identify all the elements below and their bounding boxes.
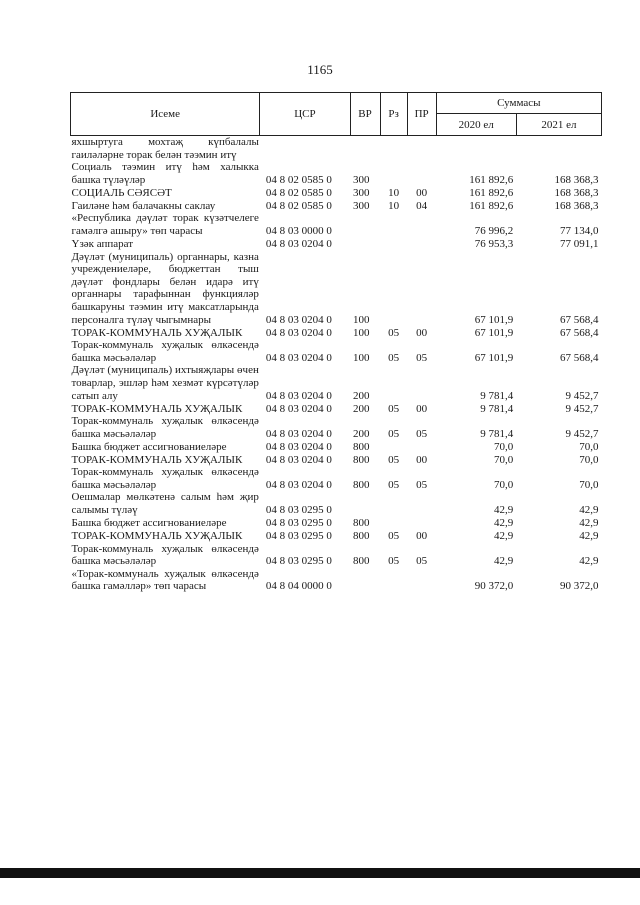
cell-y2021: 67 568,4 (560, 326, 599, 339)
column-header-csr: ЦСР (260, 93, 350, 136)
bottom-scan-border (0, 868, 640, 878)
cell-name: ТОРАК-КОММУНАЛЬ ХУҖАЛЫК (71, 402, 243, 415)
cell-y2020: 9 781,4 (480, 402, 514, 415)
cell-pr (407, 251, 436, 327)
column-header-year-2021: 2021 ел (516, 114, 601, 136)
cell-pr (407, 568, 436, 593)
cell-y2020: 67 101,9 (474, 326, 514, 339)
cell-y2020: 9 781,4 (480, 427, 514, 440)
column-header-rz: Рз (380, 93, 407, 136)
column-header-year-2020: 2020 ел (436, 114, 516, 136)
table-row (71, 136, 602, 162)
cell-y2021: 9 452,7 (565, 427, 599, 440)
cell-vr: 200 (353, 427, 370, 440)
cell-y2020: 42,9 (494, 530, 514, 543)
cell-y2021: 42,9 (579, 530, 599, 543)
cell-y2021: 42,9 (579, 504, 599, 517)
cell-pr: 00 (416, 453, 428, 466)
cell-pr (407, 517, 436, 530)
cell-vr: 100 (353, 351, 370, 364)
cell-name: Дәүләт (муниципаль) ихтыяҗлары өчен товарлар, эшләр һәм хезмәт күрсәтүләр сатып алу (71, 364, 259, 402)
cell-y2021: 168 368,3 (554, 173, 599, 186)
cell-y2020: 70,0 (494, 478, 514, 491)
cell-rz (380, 161, 407, 186)
cell-rz (380, 251, 407, 327)
cell-vr: 300 (353, 173, 370, 186)
table-row (71, 199, 602, 212)
cell-rz: 05 (388, 326, 400, 339)
cell-name: Башка бюджет ассигнованиеләре (71, 440, 227, 453)
cell-vr (350, 212, 380, 237)
cell-rz: 10 (388, 186, 400, 199)
cell-vr (350, 491, 380, 516)
cell-rz (380, 238, 407, 251)
cell-vr: 800 (353, 478, 370, 491)
cell-name: Гаиләне һәм балачакны саклау (71, 199, 216, 212)
cell-y2020: 161 892,6 (469, 186, 514, 199)
cell-csr: 04 8 03 0204 0 (265, 351, 332, 364)
cell-csr: 04 8 03 0204 0 (265, 478, 332, 491)
cell-rz (380, 568, 407, 593)
cell-pr (407, 440, 436, 453)
cell-vr: 300 (353, 199, 370, 212)
table-row (71, 251, 602, 327)
cell-name: «Торак-коммуналь хуҗалык өлкәсендә башка гамәлләр» төп чарасы (71, 567, 259, 593)
table-row (71, 402, 602, 415)
cell-y2021: 67 568,4 (560, 351, 599, 364)
cell-y2020: 67 101,9 (474, 313, 514, 326)
cell-y2021: 77 134,0 (560, 224, 599, 237)
cell-pr: 05 (416, 555, 428, 568)
cell-pr (407, 212, 436, 237)
column-header-pr: ПР (407, 93, 436, 136)
cell-csr: 04 8 03 0295 0 (265, 530, 332, 543)
cell-y2021: 70,0 (579, 453, 599, 466)
budget-table (70, 92, 602, 593)
cell-rz: 05 (388, 530, 400, 543)
cell-csr: 04 8 03 0295 0 (265, 555, 332, 568)
cell-csr (260, 136, 350, 162)
cell-y2020: 67 101,9 (474, 351, 514, 364)
cell-csr: 04 8 03 0204 0 (265, 389, 332, 402)
cell-name: Торак-коммуналь хуҗалык өлкәсендә башка мәсьәләләр (71, 466, 259, 491)
cell-y2021: 42,9 (579, 517, 599, 530)
column-header-amounts: Суммасы (436, 93, 601, 114)
cell-csr: 04 8 03 0000 0 (265, 224, 332, 237)
cell-csr: 04 8 03 0204 0 (265, 427, 332, 440)
cell-name: ТОРАК-КОММУНАЛЬ ХУҖАЛЫК (71, 530, 243, 543)
cell-name: ТОРАК-КОММУНАЛЬ ХУҖАЛЫК (71, 453, 243, 466)
cell-rz: 10 (388, 199, 400, 212)
table-row (71, 238, 602, 251)
cell-pr: 00 (416, 402, 428, 415)
cell-y2021: 168 368,3 (554, 186, 599, 199)
cell-name: ТОРАК-КОММУНАЛЬ ХУҖАЛЫК (71, 326, 243, 339)
cell-y2021: 77 091,1 (560, 237, 599, 250)
cell-rz (380, 440, 407, 453)
cell-y2020: 70,0 (494, 453, 514, 466)
cell-y2020: 161 892,6 (469, 199, 514, 212)
cell-csr: 04 8 03 0204 0 (265, 453, 332, 466)
cell-vr: 800 (353, 453, 370, 466)
table-row (71, 568, 602, 593)
cell-csr: 04 8 03 0204 0 (265, 313, 332, 326)
table-row (71, 530, 602, 543)
cell-pr (407, 491, 436, 516)
cell-vr: 100 (353, 313, 370, 326)
cell-y2020: 42,9 (494, 504, 514, 517)
cell-rz: 05 (388, 351, 400, 364)
cell-name: Үзәк аппарат (71, 237, 134, 250)
cell-y2020: 90 372,0 (474, 580, 514, 593)
cell-csr: 04 8 03 0204 0 (265, 326, 332, 339)
cell-y2020: 76 953,3 (474, 237, 514, 250)
table-row (71, 440, 602, 453)
cell-name: Дәүләт (муниципаль) органнары, казна учреждениеләре, бюджеттан тыш дәүләт фондлары белән идарә итү органнары тарафыннан функцияләр башкаруны тәэмин итү максатларында персоналга түләү чыгымнары (71, 250, 259, 326)
cell-csr: 04 8 04 0000 0 (265, 580, 332, 593)
cell-y2021: 70,0 (579, 440, 599, 453)
cell-pr (407, 136, 436, 162)
cell-y2020: 76 996,2 (474, 224, 514, 237)
column-header-vr: ВР (350, 93, 380, 136)
cell-pr (407, 364, 436, 402)
cell-csr: 04 8 03 0204 0 (265, 402, 332, 415)
cell-rz (380, 212, 407, 237)
cell-vr (350, 568, 380, 593)
cell-y2020: 42,9 (494, 517, 514, 530)
cell-y2020 (436, 136, 516, 162)
cell-csr: 04 8 03 0295 0 (265, 504, 332, 517)
cell-pr: 04 (416, 199, 428, 212)
cell-name: Башка бюджет ассигнованиеләре (71, 517, 227, 530)
cell-pr: 00 (416, 530, 428, 543)
cell-vr: 800 (353, 517, 370, 530)
cell-name: Торак-коммуналь хуҗалык өлкәсендә башка мәсьәләләр (71, 415, 259, 440)
cell-name: Социаль тәэмин итү һәм халыкка башка түләүләр (71, 161, 259, 186)
cell-name: яхшыртуга мохтаҗ күпбалалы гаиләләрне торак белән тәэмин итү (71, 136, 259, 161)
cell-pr: 05 (416, 427, 428, 440)
cell-pr: 05 (416, 478, 428, 491)
cell-vr: 800 (353, 440, 370, 453)
cell-pr: 00 (416, 326, 428, 339)
cell-y2020: 9 781,4 (480, 389, 514, 402)
cell-vr: 100 (353, 326, 370, 339)
table-body (71, 136, 602, 594)
cell-name: Торак-коммуналь хуҗалык өлкәсендә башка мәсьәләләр (71, 542, 259, 568)
table-row (71, 466, 602, 491)
cell-csr: 04 8 02 0585 0 (265, 173, 332, 186)
cell-pr (407, 161, 436, 186)
cell-y2020: 70,0 (494, 440, 514, 453)
cell-y2021: 168 368,3 (554, 199, 599, 212)
cell-rz (380, 364, 407, 402)
column-header-name: Исеме (71, 93, 260, 136)
cell-y2021: 9 452,7 (565, 402, 599, 415)
table-row (71, 339, 602, 364)
cell-rz (380, 517, 407, 530)
cell-vr: 300 (353, 186, 370, 199)
cell-csr: 04 8 02 0585 0 (265, 199, 332, 212)
table-row (71, 543, 602, 568)
cell-vr: 200 (353, 402, 370, 415)
table-row (71, 364, 602, 402)
cell-y2021: 90 372,0 (560, 580, 599, 593)
cell-y2021: 9 452,7 (565, 389, 599, 402)
cell-rz (380, 491, 407, 516)
cell-name: Оешмалар мөлкәтенә салым һәм җир салымы түләү (71, 491, 259, 517)
table-row (71, 212, 602, 237)
cell-csr: 04 8 03 0204 0 (265, 237, 332, 250)
cell-y2020: 42,9 (494, 555, 514, 568)
cell-y2021: 42,9 (579, 555, 599, 568)
cell-vr: 200 (353, 389, 370, 402)
cell-csr: 04 8 03 0204 0 (265, 440, 332, 453)
table-row (71, 453, 602, 466)
cell-name: «Республика дәүләт торак күзәтчелеге гамәлгә ашыру» төп чарасы (71, 212, 259, 237)
cell-name: Торак-коммуналь хуҗалык өлкәсендә башка мәсьәләләр (71, 339, 259, 364)
cell-rz: 05 (388, 555, 400, 568)
cell-rz: 05 (388, 402, 400, 415)
table-header (71, 93, 602, 136)
cell-rz (380, 136, 407, 162)
cell-y2021 (516, 136, 601, 162)
table-row (71, 161, 602, 186)
cell-pr: 05 (416, 351, 428, 364)
cell-y2020: 161 892,6 (469, 173, 514, 186)
cell-rz: 05 (388, 427, 400, 440)
cell-y2021: 70,0 (579, 478, 599, 491)
cell-csr: 04 8 02 0585 0 (265, 186, 332, 199)
cell-csr: 04 8 03 0295 0 (265, 517, 332, 530)
cell-rz: 05 (388, 478, 400, 491)
page-number: 1165 (307, 62, 333, 77)
table-row (71, 415, 602, 440)
cell-vr (350, 238, 380, 251)
cell-vr: 800 (353, 530, 370, 543)
cell-vr: 800 (353, 555, 370, 568)
cell-vr (350, 136, 380, 162)
cell-rz: 05 (388, 453, 400, 466)
cell-name: СОЦИАЛЬ СӘЯСӘТ (71, 186, 172, 199)
table-row (71, 517, 602, 530)
cell-pr (407, 238, 436, 251)
table-row (71, 326, 602, 339)
cell-y2021: 67 568,4 (560, 313, 599, 326)
table-row (71, 186, 602, 199)
table-row (71, 491, 602, 516)
cell-pr: 00 (416, 186, 428, 199)
